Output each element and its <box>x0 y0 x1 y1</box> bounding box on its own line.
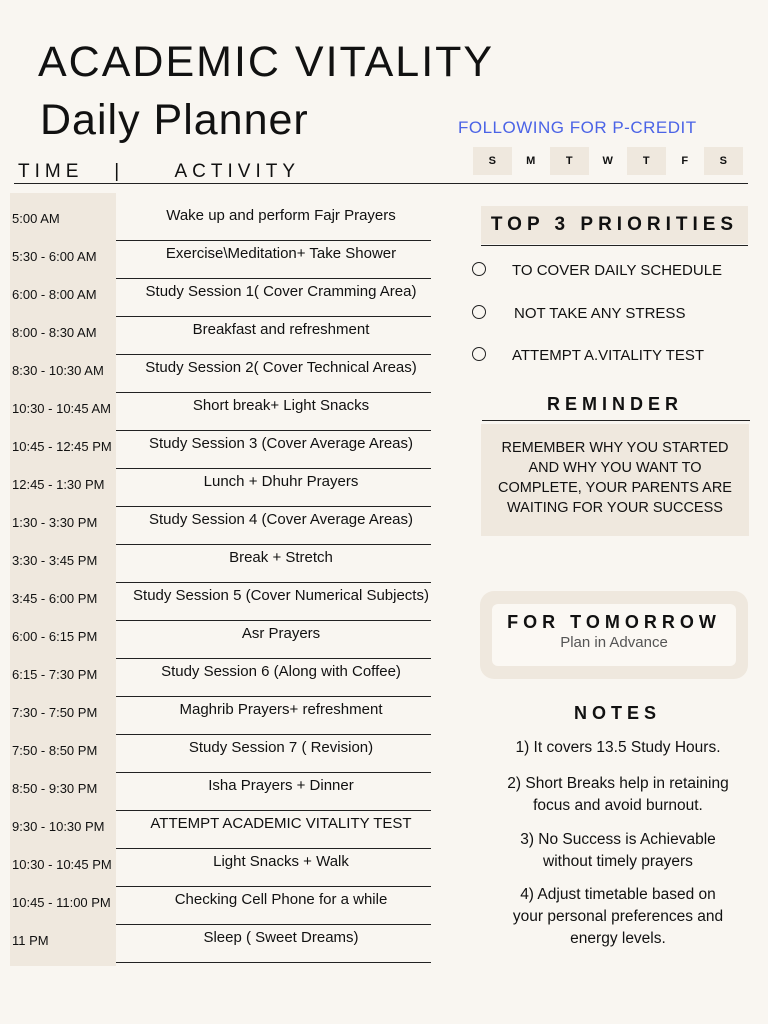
row-divider <box>116 962 431 963</box>
schedule-row <box>8 274 468 312</box>
priority-label: NOT TAKE ANY STRESS <box>514 305 686 322</box>
row-activity: Light Snacks + Walk <box>213 853 349 870</box>
schedule-row <box>8 806 468 844</box>
tomorrow-title: FOR TOMORROW <box>507 612 721 632</box>
row-time: 6:00 - 6:15 PM <box>12 629 98 644</box>
row-activity: ATTEMPT ACADEMIC VITALITY TEST <box>150 815 412 832</box>
planner-title: ACADEMIC VITALITY <box>38 38 495 86</box>
day-tuesday[interactable]: T <box>550 147 589 175</box>
row-activity: Study Session 6 (Along with Coffee) <box>161 663 401 680</box>
schedule-row <box>8 654 468 692</box>
row-time: 8:30 - 10:30 AM <box>12 363 104 378</box>
day-monday[interactable]: M <box>526 155 536 167</box>
row-time: 11 PM <box>12 933 49 948</box>
row-time: 12:45 - 1:30 PM <box>12 477 105 492</box>
day-saturday[interactable]: S <box>704 147 743 175</box>
schedule-row <box>8 692 468 730</box>
row-time: 10:45 - 12:45 PM <box>12 439 112 454</box>
priority-item <box>472 347 704 364</box>
note-item: 2) Short Breaks help in retaining focus and avoid burnout. <box>507 775 729 814</box>
schedule-row <box>8 464 468 502</box>
schedule-row <box>8 920 468 958</box>
radio-circle-icon[interactable] <box>472 347 486 361</box>
row-activity: Lunch + Dhuhr Prayers <box>203 473 359 490</box>
row-activity: Sleep ( Sweet Dreams) <box>203 929 359 946</box>
schedule-row <box>8 198 468 236</box>
row-time: 6:15 - 7:30 PM <box>12 667 98 682</box>
planner-subtitle: Daily Planner <box>40 96 309 144</box>
priorities-divider <box>481 245 748 246</box>
schedule-header: TIME | ACTIVITY <box>18 161 301 182</box>
row-time: 7:30 - 7:50 PM <box>12 705 98 720</box>
schedule-row <box>8 502 468 540</box>
row-time: 7:50 - 8:50 PM <box>12 743 98 758</box>
row-activity: Maghrib Prayers+ refreshment <box>179 701 383 718</box>
priority-label: TO COVER DAILY SCHEDULE <box>512 262 723 279</box>
row-activity: Break + Stretch <box>229 549 333 566</box>
row-activity: Short break+ Light Snacks <box>192 397 370 414</box>
row-activity: Breakfast and refreshment <box>192 321 370 338</box>
row-activity: Asr Prayers <box>241 625 321 642</box>
row-activity: Checking Cell Phone for a while <box>174 891 388 908</box>
row-time: 10:45 - 11:00 PM <box>12 895 111 910</box>
schedule-row <box>8 312 468 350</box>
schedule-row <box>8 768 468 806</box>
row-time: 6:00 - 8:00 AM <box>12 287 97 302</box>
schedule-row <box>8 426 468 464</box>
schedule-row <box>8 578 468 616</box>
row-time: 10:30 - 10:45 AM <box>12 401 112 416</box>
row-time: 9:30 - 10:30 PM <box>12 819 105 834</box>
row-time: 5:00 AM <box>12 211 60 226</box>
notes-title: NOTES <box>573 703 661 723</box>
tomorrow-subtitle: Plan in Advance <box>560 634 668 651</box>
weekday-selector <box>473 147 743 175</box>
note-item: 4) Adjust timetable based on your personal preferences and energy levels. <box>512 886 724 947</box>
row-activity: Exercise\Meditation+ Take Shower <box>165 245 397 262</box>
row-activity: Study Session 5 (Cover Numerical Subjects) <box>133 587 429 604</box>
priorities-title: TOP 3 PRIORITIES <box>490 214 739 235</box>
schedule-row <box>8 882 468 920</box>
priority-label: ATTEMPT A.VITALITY TEST <box>512 347 704 364</box>
row-activity: Isha Prayers + Dinner <box>208 777 354 794</box>
day-friday[interactable]: F <box>681 155 689 167</box>
row-time: 8:50 - 9:30 PM <box>12 781 98 796</box>
radio-circle-icon[interactable] <box>472 305 486 319</box>
day-sunday[interactable]: S <box>473 147 512 175</box>
note-item: 3) No Success is Achievable without timely prayers <box>520 831 716 870</box>
schedule-list <box>8 198 468 958</box>
row-activity: Study Session 3 (Cover Average Areas) <box>148 435 414 452</box>
schedule-row <box>8 844 468 882</box>
priority-item <box>472 262 722 279</box>
schedule-row <box>8 730 468 768</box>
row-time: 1:30 - 3:30 PM <box>12 515 98 530</box>
row-activity: Study Session 4 (Cover Average Areas) <box>148 511 414 528</box>
schedule-row <box>8 388 468 426</box>
reminder-title: REMINDER <box>546 394 683 414</box>
schedule-row <box>8 236 468 274</box>
day-wednesday[interactable]: W <box>602 155 613 167</box>
reminder-text: REMEMBER WHY YOU STARTED AND WHY YOU WANT TO COMPLETE, YOUR PARENTS ARE WAITING FOR YOUR SUCCESS <box>498 440 732 516</box>
header-divider <box>14 183 748 184</box>
row-time: 5:30 - 6:00 AM <box>12 249 97 264</box>
row-time: 3:30 - 3:45 PM <box>12 553 98 568</box>
row-activity: Study Session 2( Cover Technical Areas) <box>145 359 417 376</box>
radio-circle-icon[interactable] <box>472 262 486 276</box>
row-time: 8:00 - 8:30 AM <box>12 325 97 340</box>
row-activity: Study Session 1( Cover Cramming Area) <box>145 283 417 300</box>
following-label: FOLLOWING FOR P-CREDIT <box>458 118 697 137</box>
priority-item <box>472 305 685 322</box>
row-activity: Wake up and perform Fajr Prayers <box>166 207 396 224</box>
day-thursday[interactable]: T <box>627 147 666 175</box>
row-time: 10:30 - 10:45 PM <box>12 857 112 872</box>
note-item: 1) It covers 13.5 Study Hours. <box>515 739 721 756</box>
reminder-divider <box>482 420 750 421</box>
schedule-row <box>8 350 468 388</box>
schedule-row <box>8 616 468 654</box>
schedule-row <box>8 540 468 578</box>
row-time: 3:45 - 6:00 PM <box>12 591 98 606</box>
row-activity: Study Session 7 ( Revision) <box>188 739 374 756</box>
